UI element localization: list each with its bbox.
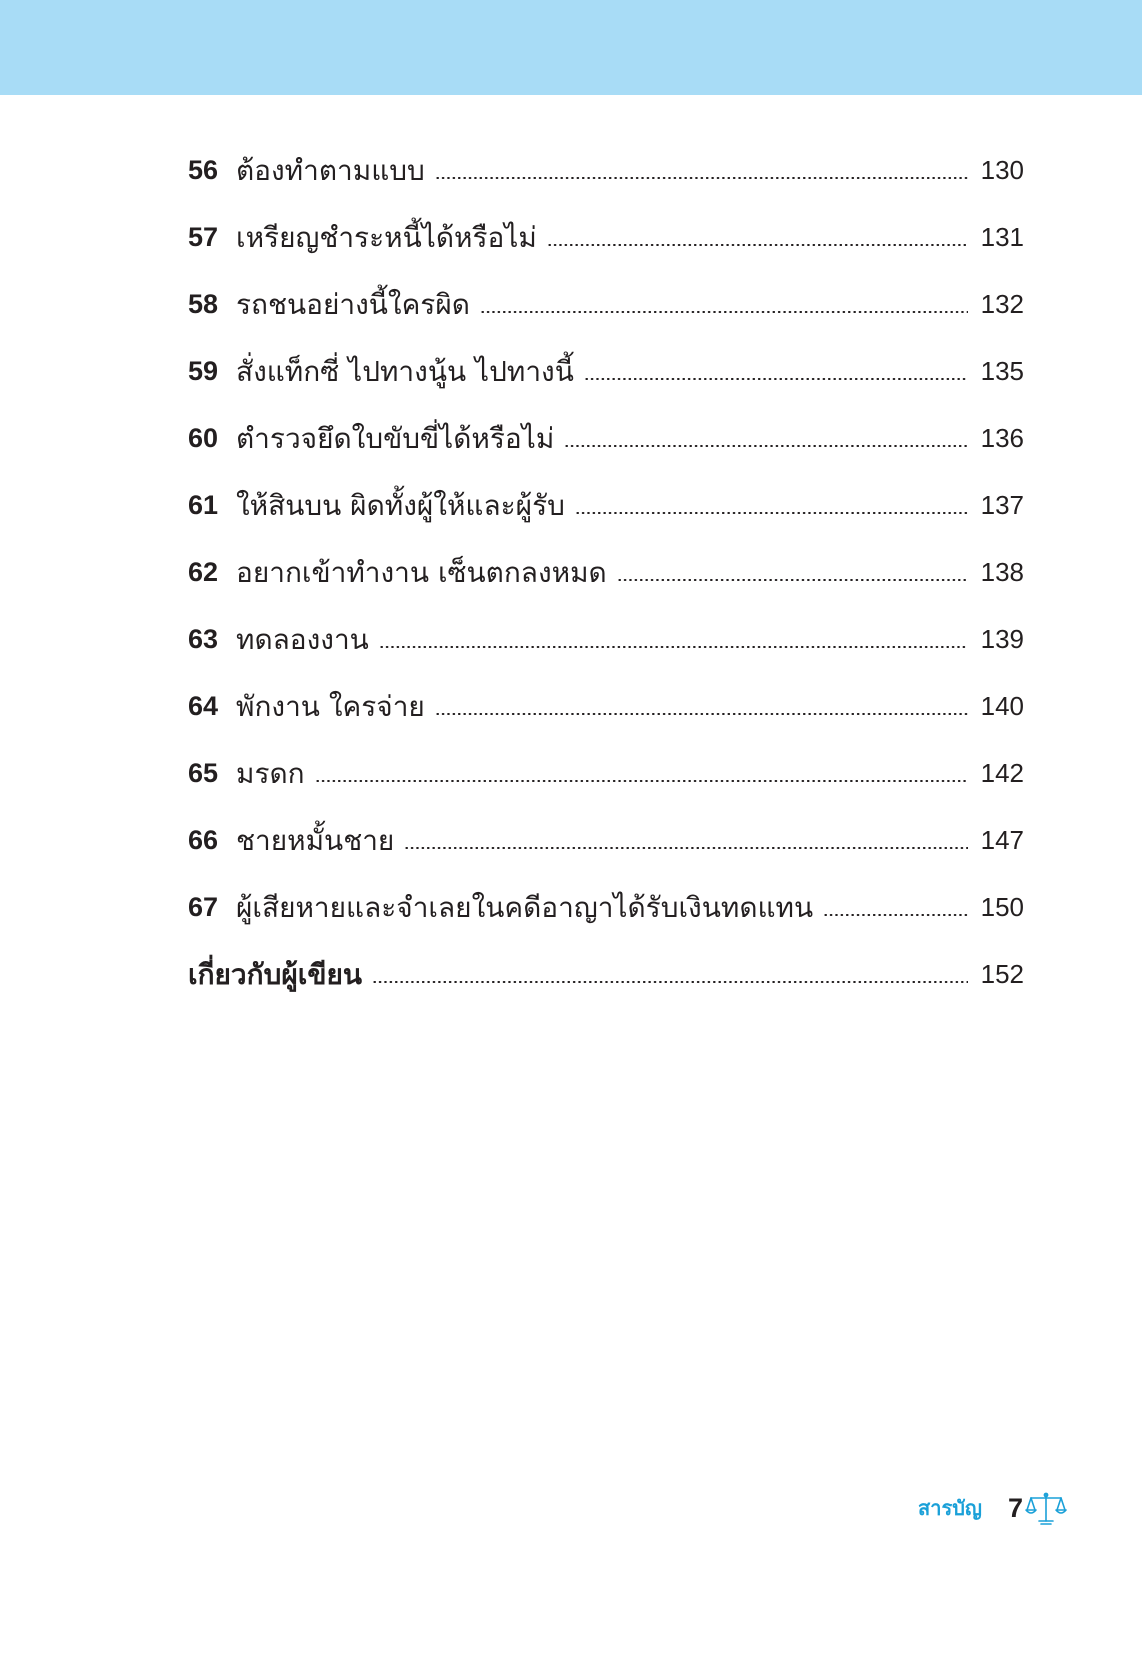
toc-entry-title: ต้องทำตามแบบ: [236, 153, 425, 187]
toc-entry-number: 64: [188, 691, 219, 721]
toc-entry-title: อยากเข้าทำงาน เซ็นตกลงหมด: [236, 555, 607, 589]
toc-entry-60[interactable]: [188, 405, 1024, 472]
dot-leader: [823, 914, 968, 916]
toc-entry-62[interactable]: [188, 539, 1024, 606]
toc-entry-title: พักงาน ใครจ่าย: [236, 689, 425, 723]
toc-entry-page: 142: [980, 758, 1024, 788]
toc-entry-page: 131: [980, 222, 1024, 252]
toc-entry-page: 139: [980, 624, 1024, 654]
toc-entry-number: 63: [188, 624, 219, 654]
dot-leader: [480, 311, 968, 313]
toc-entry-67[interactable]: [188, 874, 1024, 941]
scales-of-justice-icon: [1025, 1490, 1067, 1526]
toc-entry-title: เกี่ยวกับผู้เขียน: [188, 957, 363, 991]
dot-leader: [372, 981, 968, 983]
toc-entry-number: 67: [188, 892, 219, 922]
dot-leader: [584, 378, 968, 380]
toc-entry-65[interactable]: [188, 740, 1024, 807]
toc-entry-title: ทดลองงาน: [236, 622, 369, 656]
toc-entry-page: 150: [980, 892, 1024, 922]
toc-entry-number: 56: [188, 155, 219, 185]
toc-entry-63[interactable]: [188, 606, 1024, 673]
toc-entry-page: 152: [980, 959, 1024, 989]
toc-entry-number: 65: [188, 758, 219, 788]
toc-entry-title: สั่งแท็กซี่ ไปทางนู้น ไปทางนี้: [236, 354, 574, 388]
header-band: [0, 0, 1142, 95]
toc-entry-title: ให้สินบน ผิดทั้งผู้ให้และผู้รับ: [236, 488, 565, 522]
toc-entry-title: ชายหมั้นชาย: [236, 823, 395, 857]
toc-entry-number: 60: [188, 423, 219, 453]
page-number: 7: [1007, 1492, 1023, 1523]
dot-leader: [404, 847, 968, 849]
toc-entry-title: เหรียญชำระหนี้ได้หรือไม่: [236, 220, 537, 254]
toc-entry-56[interactable]: [188, 137, 1024, 204]
toc-entry-page: 130: [980, 155, 1024, 185]
table-of-contents: [188, 137, 1024, 1008]
dot-leader: [564, 445, 968, 447]
toc-entry-58[interactable]: [188, 271, 1024, 338]
toc-entry-66[interactable]: [188, 807, 1024, 874]
toc-entry-number: 59: [188, 356, 219, 386]
toc-entry-number: 58: [188, 289, 219, 319]
toc-entry-page: 147: [980, 825, 1024, 855]
toc-entry-number: 61: [188, 490, 219, 520]
toc-entry-page: 140: [980, 691, 1024, 721]
toc-entry-57[interactable]: [188, 204, 1024, 271]
toc-entry-title: ผู้เสียหายและจำเลยในคดีอาญาได้รับเงินทดแทน: [236, 890, 814, 924]
page-footer: [918, 1488, 1067, 1528]
dot-leader: [617, 579, 968, 581]
toc-entry-page: 138: [980, 557, 1024, 587]
toc-entry-page: 135: [980, 356, 1024, 386]
toc-entry-59[interactable]: [188, 338, 1024, 405]
dot-leader: [547, 244, 968, 246]
toc-entry-64[interactable]: [188, 673, 1024, 740]
dot-leader: [435, 177, 968, 179]
toc-entry-number: 57: [188, 222, 219, 252]
toc-entry-61[interactable]: [188, 472, 1024, 539]
dot-leader: [435, 713, 968, 715]
toc-entry-page: 132: [980, 289, 1024, 319]
section-label: สารบัญ: [918, 1496, 982, 1520]
dot-leader: [315, 780, 968, 782]
dot-leader: [379, 646, 968, 648]
toc-entry-page: 137: [980, 490, 1024, 520]
toc-entry-number: 66: [188, 825, 219, 855]
toc-entry-page: 136: [980, 423, 1024, 453]
toc-entry-about-author[interactable]: [188, 941, 1024, 1008]
toc-entry-title: ตำรวจยึดใบขับขี่ได้หรือไม่: [236, 421, 555, 455]
toc-entry-number: 62: [188, 557, 219, 587]
toc-entry-title: มรดก: [236, 756, 305, 790]
dot-leader: [575, 512, 968, 514]
toc-entry-title: รถชนอย่างนี้ใครผิด: [236, 287, 470, 321]
